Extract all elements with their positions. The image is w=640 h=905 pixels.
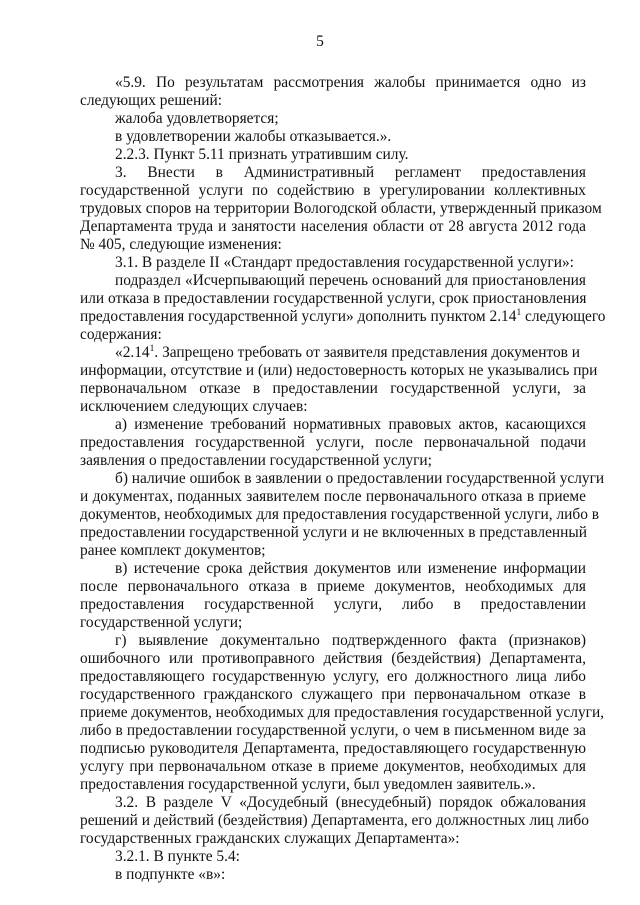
text-line: ранее комплект документов; (80, 542, 266, 559)
text-line: или отказа в предоставлении государственной услуги, срок приостановления (80, 290, 587, 307)
text-line: 3.2.1. В пункте 5.4: (115, 848, 240, 865)
text-line: «5.9. По результатам рассмотрения жалобы принимается одно из (115, 74, 586, 91)
text-line: 3. Внести в Административный регламент предоставления (115, 164, 586, 181)
text-line: а) изменение требований нормативных правовых актов, касающихся (115, 416, 586, 433)
text-line: предоставления государственной услуги, после первоначальной подачи (80, 434, 586, 451)
text-line: государственного гражданского служащего при первоначальном отказе в (80, 686, 586, 703)
text-line: 3.2. В разделе V «Досудебный (внесудебный) порядок обжалования (115, 794, 586, 811)
text-line: подписью руководителя Департамента, предоставляющего государственную (80, 740, 586, 757)
text-line: предоставлении государственной услуги и не включенных в представленный (80, 524, 587, 541)
text-line: ошибочного или противоправного действия (бездействия) Департамента, (80, 650, 586, 667)
text-line: либо в предоставлении государственной услуги, о чем в письменном виде за (80, 722, 586, 739)
text-line: в подпункте «в»: (115, 866, 226, 883)
text-line: первоначальном отказе в предоставлении государственной услуги, за (80, 380, 586, 397)
text-line: предоставления государственной услуги, был уведомлен заявитель.». (80, 776, 536, 793)
superscript: 1 (516, 308, 522, 318)
text-line: решений и действий (бездействия) Департамента, его должностных лиц либо (80, 812, 589, 829)
text-line: подраздел «Исчерпывающий перечень оснований для приостановления (115, 272, 586, 289)
text-line: государственных гражданских служащих Департамента»: (80, 830, 460, 847)
text-line: содержания: (80, 326, 162, 343)
text-line (115, 344, 586, 362)
text-line: заявления о предоставлении государственной услуги; (80, 452, 432, 469)
text-line: 2.2.3. Пункт 5.11 признать утратившим силу. (115, 146, 409, 163)
text-line: предоставляющего государственную услугу, его должностного лица либо (80, 668, 586, 685)
text-line: приеме документов, необходимых для предоставления государственной услуги, (80, 704, 605, 721)
text-line: Департамента труда и занятости населения области от 28 августа 2012 года (80, 218, 586, 235)
text-line: жалоба удовлетворяется; (115, 110, 279, 127)
text-line: после первоначального отказа в приеме документов, необходимых для (80, 578, 586, 595)
text-line: информации, отсутствие и (или) недостоверность которых не указывались при (80, 362, 598, 379)
page-number: 5 (316, 33, 324, 50)
text-run: следующего (521, 308, 606, 325)
text-line: государственной услуги по содействию в урегулировании коллективных (80, 182, 586, 199)
text-line: в) истечение срока действия документов или изменение информации (115, 560, 586, 577)
text-line: документов, необходимых для предоставления государственной услуги, либо в (80, 506, 600, 523)
superscript: 1 (149, 344, 155, 354)
text-line: № 405, следующие изменения: (80, 236, 282, 253)
text-line: б) наличие ошибок в заявлении о предоставлении государственной услуги (115, 470, 605, 487)
text-line: исключением следующих случаев: (80, 398, 308, 415)
text-line: следующих решений: (80, 92, 222, 109)
text-line: предоставления государственной услуги, либо в предоставлении (80, 596, 586, 613)
text-run: . Запрещено требовать от заявителя представления документов и (154, 344, 581, 361)
text-line: в удовлетворении жалобы отказывается.». (115, 128, 392, 145)
text-line: г) выявление документально подтвержденного факта (признаков) (115, 632, 586, 649)
text-line (80, 308, 606, 326)
text-line: 3.1. В разделе II «Стандарт предоставления государственной услуги»: (115, 254, 574, 271)
text-line: трудовых споров на территории Вологодской области, утвержденный приказом (80, 200, 602, 217)
text-run: предоставления государственной услуги» дополнить пунктом 2.14 (80, 308, 517, 325)
text-line: и документах, поданных заявителем после первоначального отказа в приеме (80, 488, 586, 505)
text-run: «2.14 (115, 344, 150, 361)
text-line: услугу при первоначальном отказе в приеме документов, необходимых для (80, 758, 586, 775)
text-line: государственной услуги; (80, 614, 243, 631)
